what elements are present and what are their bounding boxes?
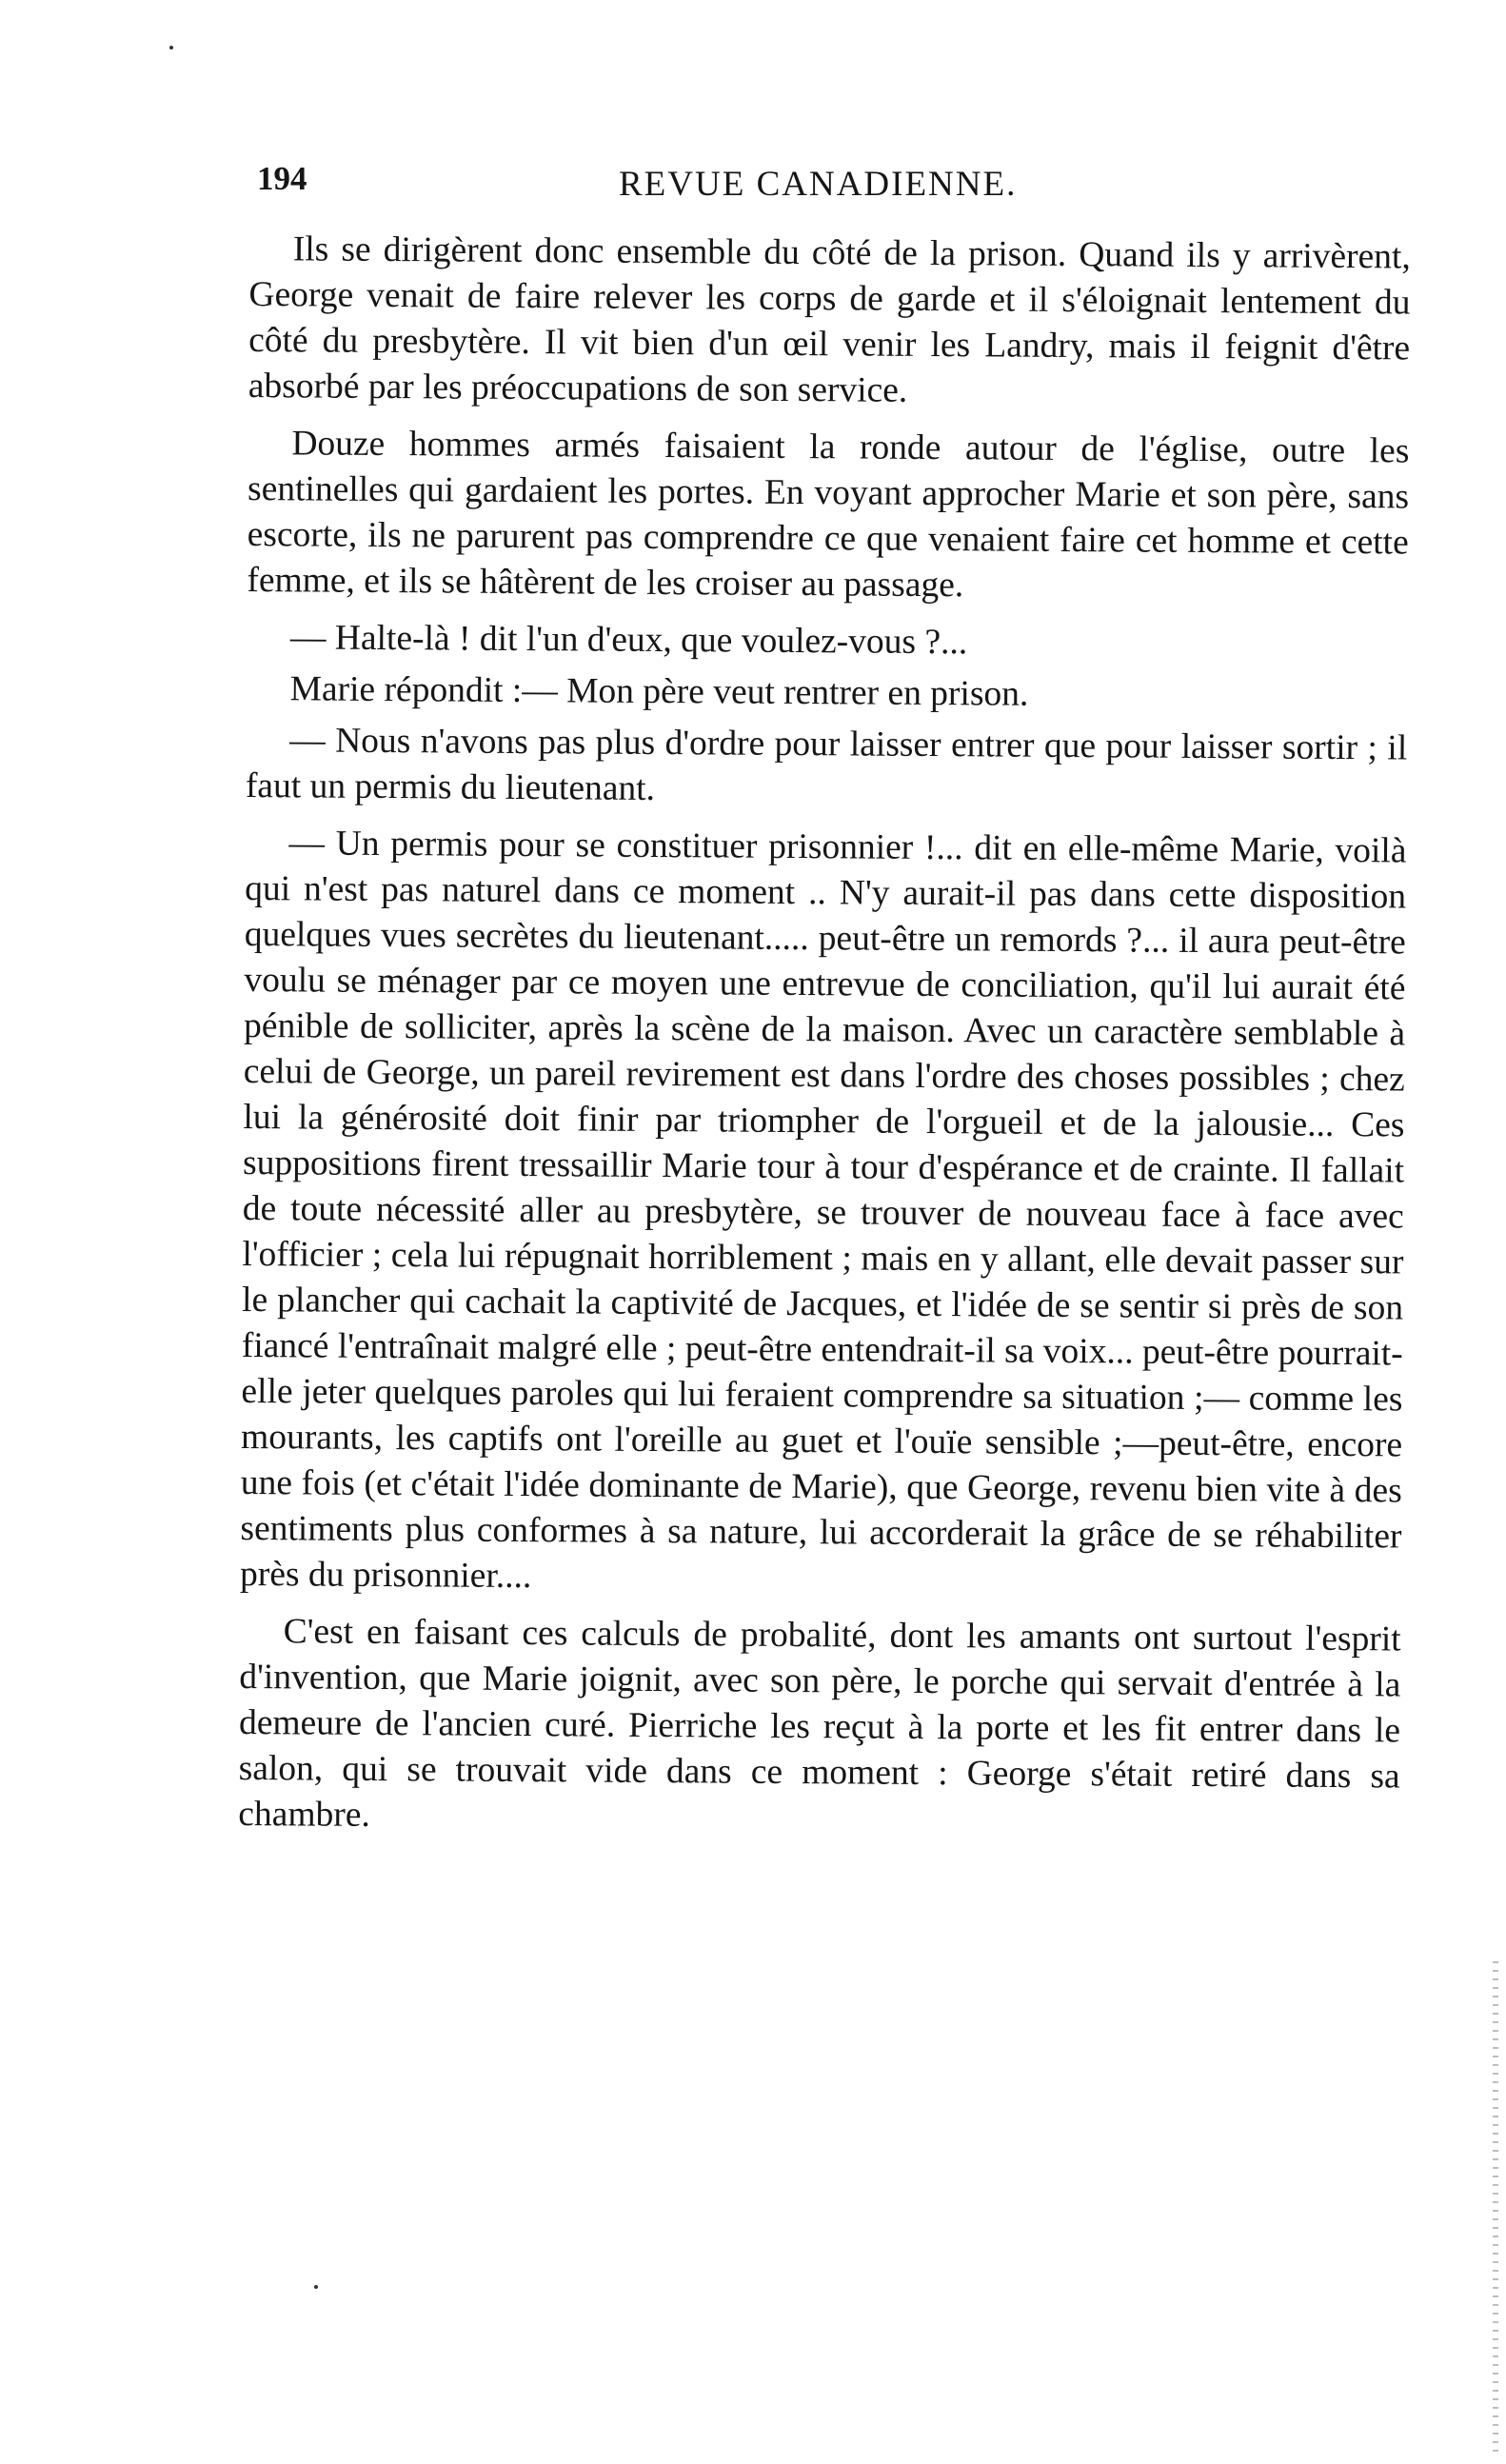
body-text [238,227,1411,1857]
page-edge-shadow [1493,1961,1498,2456]
paragraph-6: — Un permis pour se constituer prisonnier !... dit en elle-même Marie, voilà qui n'est pas naturel dans ce moment .. N'y aurait-il pas dans cette disposition quelques vues secrètes du lieutenant..... peut-être un remords ?... il aura peut-être voulu se ménager par ce moyen une entrevue de conciliation, qu'il lui aurait été pénible de solliciter, après la scène de la maison. Avec un caractère semblable à celui de George, un pareil revirement est dans l'ordre des choses possibles ; chez lui la générosité doit finir par triompher de l'orgueil et de la jalousie... Ces suppositions firent tressaillir Marie tour à tour d'espérance et de crainte. Il fallait de toute nécessité aller au presbytère, se trouver de nouveau face à face avec l'officier ; cela lui répugnait horriblement ; mais en y allant, elle devait passer sur le plancher qui cachait la captivité de Jacques, et l'idée de se sentir si près de son fiancé l'entraînait malgré elle ; peut-être entendrait-il sa voix... peut-être pourrait-elle jeter quelques paroles qui lui feraient comprendre sa situation ;— comme les mourants, les captifs ont l'oreille au guet et l'ouïe sensible ;—peut-être, encore une fois (et c'était l'idée dominante de Marie), que George, revenu bien vite à des sentiments plus conformes à sa nature, lui accorderait la grâce de se réhabiliter près du prisonnier.... [239,824,1407,1597]
paragraph-4: Marie répondit :— Mon père veut rentrer en prison. [289,669,1029,714]
running-title: REVUE CANADIENNE. [619,165,1018,204]
paragraph-3: — Halte-là ! dit l'un d'eux, que voulez-vous ?... [289,618,968,663]
paragraph-5: — Nous n'avons pas plus d'ordre pour laisser entrer que pour laisser sortir ; il faut un permis du lieutenant. [245,721,1408,808]
paragraph-7: C'est en faisant ces calculs de probalité, dont les amants ont surtout l'esprit d'invention, que Marie joignit, avec son père, le porche qui servait d'entrée à la demeure de l'ancien curé. Pierriche les reçut à la porte et les fit entrer dans le salon, qui se trouvait vide dans ce moment : George s'était retiré dans sa chambre. [238,1612,1401,1835]
page-number: 194 [257,160,307,197]
paragraph-1: Ils se dirigèrent donc ensemble du côté de la prison. Quand ils y arrivèrent, George venait de faire relever les corps de garde et il s'éloignait lentement du côté du presbytère. Il vit bien d'un œil venir les Landry, mais il feignit d'être absorbé par les préoccupations de son service. [248,229,1411,410]
paragraph-2: Douze hommes armés faisaient la ronde autour de l'église, outre les sentinelles qui gardaient les portes. En voyant approcher Marie et son père, sans escorte, ils ne parurent pas comprendre ce que venaient faire cet homme et cette femme, et ils se hâtèrent de les croiser au passage. [247,424,1410,606]
ink-speck-top [169,46,173,50]
ink-speck-bottom [314,2285,318,2289]
page-header [257,160,1257,208]
